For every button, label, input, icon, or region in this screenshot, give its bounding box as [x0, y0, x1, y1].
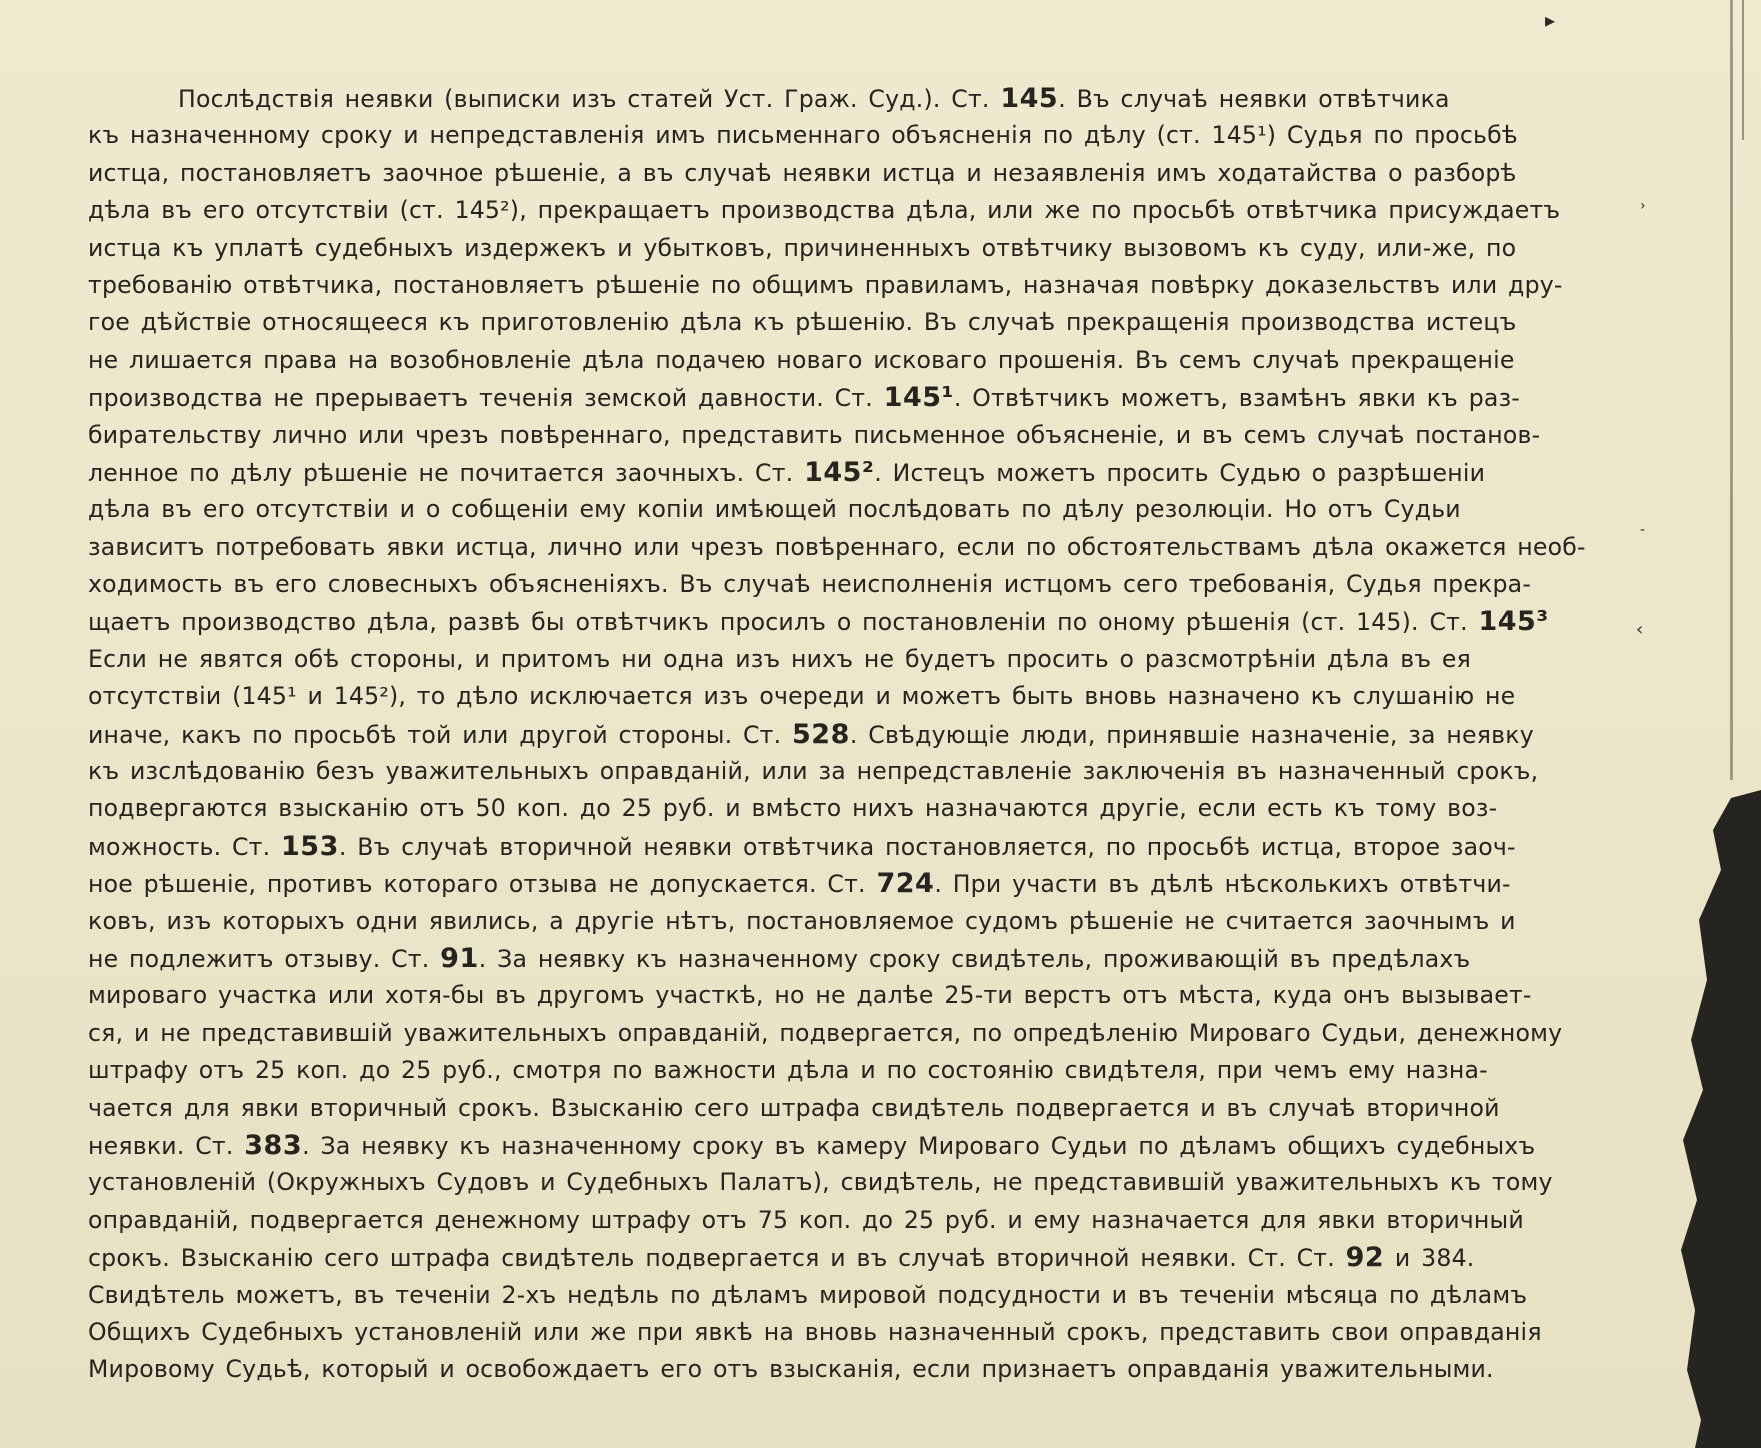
text-line: мироваго участка или хотя-бы въ другомъ участкѣ, но не далѣе 25-ти верстъ отъ мѣста, куда онъ вызывает- [88, 981, 1532, 1010]
text-line: оправданій, подвергается денежному штрафу отъ 75 коп. до 25 руб. и ему назначается для явки вторичный [88, 1205, 1524, 1234]
text-line: зависитъ потребовать явки истца, лично или чрезъ повѣреннаго, если по обстоятельствамъ дѣла окажется необ- [88, 532, 1586, 561]
text-line: Общихъ Судебныхъ установленій или же при явкѣ на вновь назначенный срокъ, представить свои оправданія [88, 1317, 1542, 1346]
text-line: неявки. Ст. 383. За неявку къ назначенному сроку въ камеру Мироваго Судьи по дѣламъ общихъ судебныхъ [88, 1129, 1536, 1161]
text-line: производства не прерываетъ теченія земской давности. Ст. 145¹. Отвѣтчикъ можетъ, взамѣнъ явки къ раз- [88, 382, 1521, 414]
text-line: къ назначенному сроку и непредставленія имъ письменнаго объясненія по дѣлу (ст. 145¹) Судья по просьбѣ [88, 121, 1518, 150]
text-line: подвергаются взысканію отъ 50 коп. до 25 руб. и вмѣсто нихъ назначаются другіе, если есть къ тому воз- [88, 794, 1498, 823]
torn-paper-edge [1621, 790, 1761, 1448]
text-line: бирательству лично или чрезъ повѣреннаго, представить письменное объясненіе, и въ семъ случаѣ постанов- [88, 420, 1541, 449]
ink-speck: › [1640, 198, 1646, 214]
text-line: ходимость въ его словесныхъ объясненіяхъ. Въ случаѣ неисполненія истцомъ сего требованія, Судья прекра- [88, 570, 1532, 599]
text-line: истца, постановляетъ заочное рѣшеніе, а въ случаѣ неявки истца и незаявленія имъ ходатайства о разборѣ [88, 158, 1517, 187]
text-line: къ изслѣдованію безъ уважительныхъ оправданій, или за непредставленіе заключенія въ назначенный срокъ, [88, 757, 1539, 786]
text-line: чается для явки вторичный срокъ. Взысканію сего штрафа свидѣтель подвергается и въ случаѣ вторичной [88, 1093, 1500, 1122]
ink-speck: ‐ [1640, 522, 1646, 538]
text-line: дѣла въ его отсутствіи и о собщеніи ему копіи имѣющей послѣдовать по дѣлу резолюціи. Но отъ Судьи [88, 495, 1461, 524]
text-line: не подлежитъ отзыву. Ст. 91. За неявку къ назначенному сроку свидѣтель, проживающій въ предѣлахъ [88, 942, 1471, 974]
text-line: Мировому Судьѣ, который и освобождаетъ его отъ взысканія, если признаетъ оправданія уважительными. [88, 1355, 1494, 1384]
text-line: не лишается права на возобновленіе дѣла подачею новаго исковаго прошенія. Въ семъ случаѣ прекращеніе [88, 345, 1515, 374]
text-line: ковъ, изъ которыхъ одни явились, а другіе нѣтъ, постановляемое судомъ рѣшеніе не считается заочнымъ и [88, 906, 1516, 935]
ink-speck: ‹ [1636, 619, 1644, 640]
text-line: ное рѣшеніе, противъ котораго отзыва не допускается. Ст. 724. При участи въ дѣлѣ нѣсколькихъ отвѣтчи- [88, 868, 1511, 900]
text-line: срокъ. Взысканію сего штрафа свидѣтель подвергается и въ случаѣ вторичной неявки. Ст. Ст. 92 и 384. [88, 1242, 1475, 1274]
text-line: Если не явятся обѣ стороны, и притомъ ни одна изъ нихъ не будетъ просить о разсмотрѣніи дѣла въ ея [88, 644, 1472, 673]
legal-text-block [88, 80, 1618, 1389]
text-line: щаетъ производство дѣла, развѣ бы отвѣтчикъ просилъ о постановленіи по оному рѣшенія (ст. 145). Ст. 145³ [88, 606, 1549, 638]
text-line: можность. Ст. 153. Въ случаѣ вторичной неявки отвѣтчика постановляется, по просьбѣ истца, второе заоч- [88, 830, 1516, 862]
text-line: установленій (Окружныхъ Судовъ и Судебныхъ Палатъ), свидѣтель, не представившій уважительныхъ къ тому [88, 1168, 1553, 1197]
text-line: ся, и не представившій уважительныхъ оправданій, подвергается, по опредѣленію Мироваго Судьи, денежному [88, 1018, 1563, 1047]
text-line: Послѣдствія неявки (выписки изъ статей Уст. Граж. Суд.). Ст. 145. Въ случаѣ неявки отвѣтчика [178, 83, 1450, 114]
text-line: требованію отвѣтчика, постановляетъ рѣшеніе по общимъ правиламъ, назначая повѣрку доказельствъ или дру- [88, 270, 1563, 299]
text-line: штрафу отъ 25 коп. до 25 руб., смотря по важности дѣла и по состоянію свидѣтеля, при чемъ ему назна- [88, 1056, 1488, 1085]
text-line: истца къ уплатѣ судебныхъ издержекъ и убытковъ, причиненныхъ отвѣтчику вызовомъ къ суду, или-же, по [88, 233, 1517, 262]
ink-speck: ▸ [1545, 8, 1556, 32]
text-line: иначе, какъ по просьбѣ той или другой стороны. Ст. 528. Свѣдующіе люди, принявшіе назначеніе, за неявку [88, 718, 1534, 750]
text-line: ленное по дѣлу рѣшеніе не почитается заочныхъ. Ст. 145². Истецъ можетъ просить Судью о разрѣшеніи [88, 456, 1486, 488]
right-margin-rule [1730, 0, 1733, 780]
text-line: отсутствіи (145¹ и 145²), то дѣло исключается изъ очереди и можетъ быть вновь назначено къ слушанію не [88, 682, 1516, 711]
text-line: гое дѣйствіе относящееся къ приготовленію дѣла къ рѣшенію. Въ случаѣ прекращенія производства истецъ [88, 308, 1517, 337]
text-line: дѣла въ его отсутствіи (ст. 145²), прекращаетъ производства дѣла, или же по просьбѣ отвѣтчика присуждаетъ [88, 196, 1561, 225]
text-line: Свидѣтель можетъ, въ теченіи 2-хъ недѣль по дѣламъ мировой подсудности и въ теченіи мѣсяца по дѣламъ [88, 1280, 1528, 1309]
right-margin-rule-secondary [1742, 0, 1744, 140]
